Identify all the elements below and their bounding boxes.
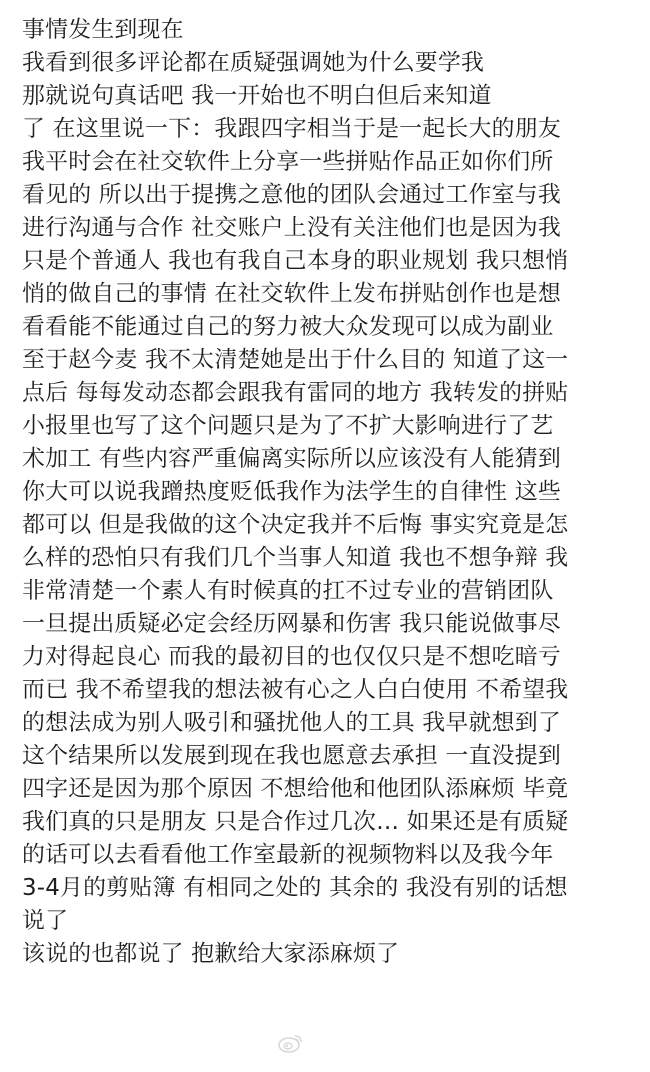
note-text [22, 14, 642, 971]
text-line: 只是个普通人 我也有我自己本身的职业规划 我只想悄 [22, 248, 569, 274]
text-line: 的话可以去看看他工作室最新的视频物料以及我今年 [22, 842, 554, 868]
text-line: 了 在这里说一下：我跟四字相当于是一起长大的朋友 [22, 116, 561, 142]
text-line: 3-4月的剪贴簿 有相同之处的 其余的 我没有别的话想 [22, 875, 568, 901]
text-line: 说了 [22, 908, 69, 934]
text-line: 么样的恐怕只有我们几个当事人知道 我也不想争辩 我 [22, 545, 569, 571]
text-line: 小报里也写了这个问题只是为了不扩大影响进行了艺 [22, 413, 554, 439]
text-line: 一旦提出质疑必定会经历网暴和伤害 我只能说做事尽 [22, 611, 561, 637]
text-line: 看见的 所以出于提携之意他的团队会通过工作室与我 [22, 182, 561, 208]
text-line: 那就说句真话吧 我一开始也不明白但后来知道 [22, 83, 492, 109]
text-line: 术加工 有些内容严重偏离实际所以应该没有人能猜到 [22, 446, 561, 472]
text-line: 进行沟通与合作 社交账户上没有关注他们也是因为我 [22, 215, 561, 241]
text-line: 我们真的只是朋友 只是合作过几次… 如果还是有质疑 [22, 809, 569, 835]
text-line: 都可以 但是我做的这个决定我并不后悔 事实究竟是怎 [22, 512, 569, 538]
text-line: 非常清楚一个素人有时候真的扛不过专业的营销团队 [22, 578, 554, 604]
text-line: 该说的也都说了 抱歉给大家添麻烦了 [22, 941, 400, 967]
watermark [278, 1033, 304, 1057]
text-line: 点后 每每发动态都会跟我有雷同的地方 我转发的拼贴 [22, 380, 569, 406]
text-line: 这个结果所以发展到现在我也愿意去承担 一直没提到 [22, 743, 561, 769]
text-line: 你大可以说我蹭热度贬低我作为法学生的自律性 这些 [22, 479, 561, 505]
weibo-logo-icon [278, 1033, 304, 1058]
text-line: 四字还是因为那个原因 不想给他和他团队添麻烦 毕竟 [22, 776, 569, 802]
text-line: 悄的做自己的事情 在社交软件上发布拼贴创作也是想 [22, 281, 561, 307]
text-line: 事情发生到现在 [22, 17, 184, 43]
text-line: 至于赵今麦 我不太清楚她是出于什么目的 知道了这一 [22, 347, 569, 373]
text-line: 看看能不能通过自己的努力被大众发现可以成为副业 [22, 314, 554, 340]
text-line: 力对得起良心 而我的最初目的也仅仅只是不想吃暗亏 [22, 644, 561, 670]
text-line: 我平时会在社交软件上分享一些拼贴作品正如你们所 [22, 149, 554, 175]
text-line: 而已 我不希望我的想法被有心之人白白使用 不希望我 [22, 677, 569, 703]
text-line: 的想法成为别人吸引和骚扰他人的工具 我早就想到了 [22, 710, 561, 736]
text-line: 我看到很多评论都在质疑强调她为什么要学我 [22, 50, 485, 76]
